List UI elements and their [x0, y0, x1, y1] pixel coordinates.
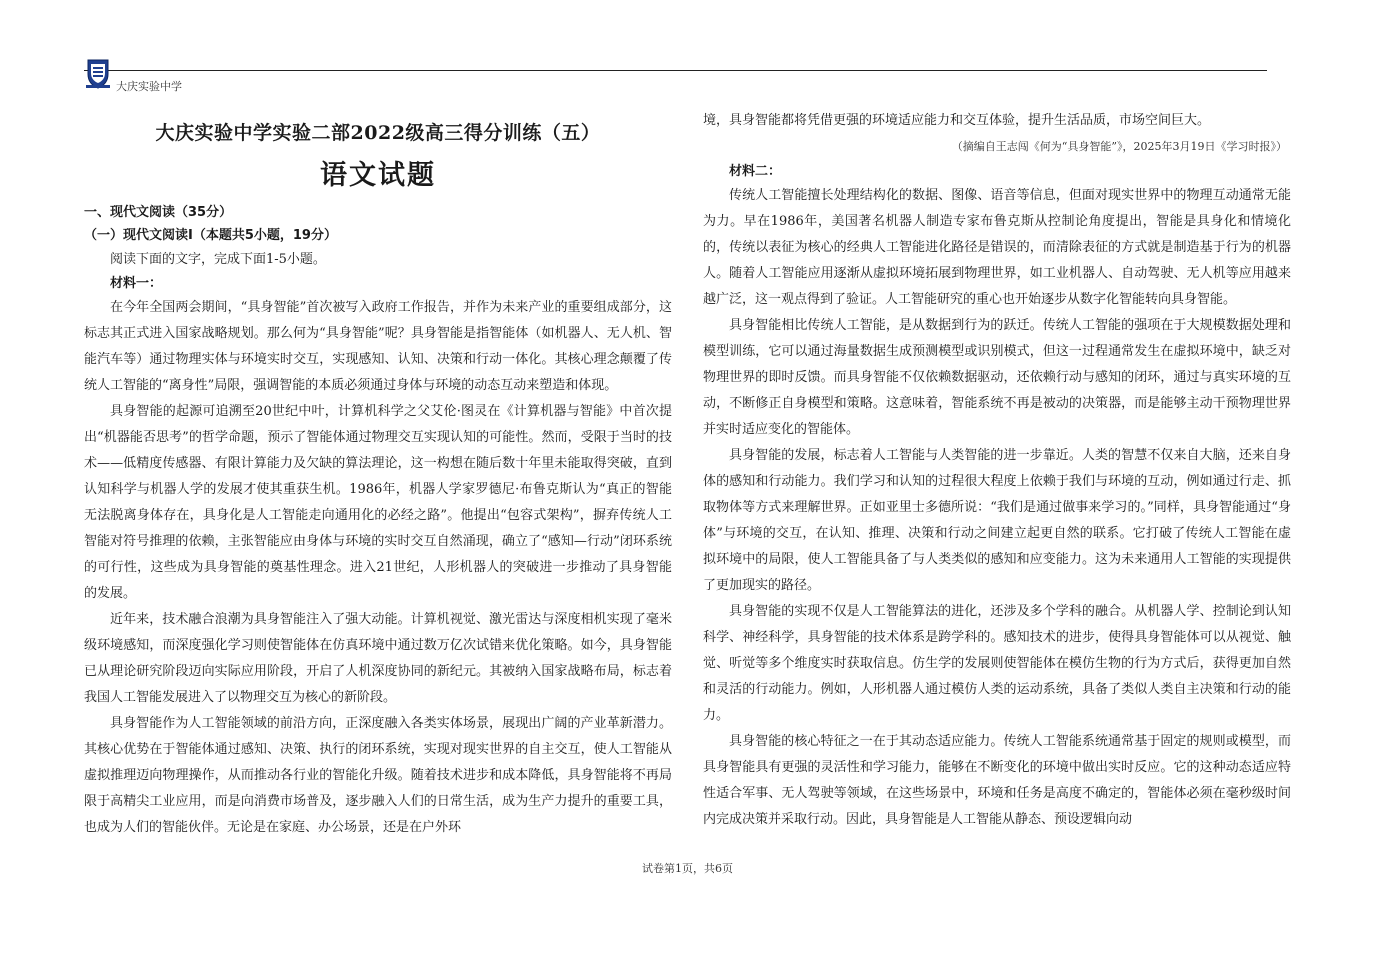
- material1-paragraph: 在今年全国两会期间，“具身智能”首次被写入政府工作报告，并作为未来产业的重要组成部分，这标志其正式进入国家战略规划。那么何为“具身智能”呢？具身智能是指智能体（如机器人、无人机、智能汽车等）通过物理实体与环境实时交互，实现感知、认知、决策和行动一体化。其核心理念颠覆了传统人工智能的“离身性”局限，强调智能的本质必须通过身体与环境的动态互动来塑造和体现。: [84, 300, 672, 393]
- subject-title: 语文试题: [320, 160, 436, 191]
- material1-paragraph: 具身智能的起源可追溯至20世纪中叶，计算机科学之父艾伦·图灵在《计算机器与智能》中首次提出“机器能否思考”的哲学命题，预示了智能体通过物理交互实现认知的可能性。然而，受限于当时的技术——低精度传感器、有限计算能力及欠缺的算法理论，这一构想在随后数十年里未能取得突破，直到认知科学与机器人学的发展才使其重获生机。1986年，机器人学家罗德尼·布鲁克斯认为“真正的智能无法脱离身体存在，具身化是人工智能走向通用化的必经之路”。他提出“包容式架构”，摒弃传统人工智能对符号推理的依赖，主张智能应由身体与环境的实时交互自然涌现，确立了“感知—行动”闭环系统的可行性，这些成为具身智能的奠基性理念。进入21世纪，人形机器人的突破进一步推动了具身智能的发展。: [84, 404, 672, 601]
- header-rule: [84, 70, 1267, 71]
- material2-label: 材料二：: [729, 164, 782, 179]
- exam-title: 大庆实验中学实验二部2022级高三得分训练（五）: [155, 122, 601, 144]
- material2-paragraph: 具身智能的发展，标志着人工智能与人类智能的进一步靠近。人类的智慧不仅来自大脑，还来自身体的感知和行动能力。我们学习和认知的过程很大程度上依赖于我们与环境的互动，例如通过行走、抓取物体等方式来理解世界。正如亚里士多德所说：“我们是通过做事来学习的。”同样，具身智能通过“身体”与环境的交互，在认知、推理、决策和行动之间建立起更自然的联系。它打破了传统人工智能在虚拟环境中的局限，使人工智能具备了与人类类似的感知和应变能力。这为未来通用人工智能的实现提供了更加现实的路径。: [703, 448, 1291, 593]
- right-column: [703, 108, 1291, 833]
- school-name: 大庆实验中学: [116, 80, 182, 93]
- left-column: [84, 112, 672, 841]
- material1-label: 材料一：: [110, 276, 163, 291]
- subsection-heading: （一）现代文阅读Ⅰ（本题共5小题，19分）: [84, 228, 337, 243]
- material2-paragraph: 具身智能的核心特征之一在于其动态适应能力。传统人工智能系统通常基于固定的规则或模型，而具身智能具有更强的灵活性和学习能力，能够在不断变化的环境中做出实时反应。它的这种动态适应特性适合军事、无人驾驶等领域，在这些场景中，环境和任务是高度不确定的，智能体必须在毫秒级时间内完成决策并采取行动。因此，具身智能是人工智能从静态、预设逻辑向动: [703, 734, 1291, 827]
- reading-instruction: 阅读下面的文字，完成下面1-5小题。: [110, 252, 326, 267]
- school-logo-icon: [84, 56, 112, 90]
- material1-paragraph: 近年来，技术融合浪潮为具身智能注入了强大动能。计算机视觉、激光雷达与深度相机实现了毫米级环境感知，而深度强化学习则使智能体在仿真环境中通过数万亿次试错来优化策略。如今，具身智能已从理论研究阶段迈向实际应用阶段，开启了人机深度协同的新纪元。其被纳入国家战略布局，标志着我国人工智能发展进入了以物理交互为核心的新阶段。: [84, 612, 672, 705]
- page-footer: 试卷第1页，共6页: [642, 862, 733, 875]
- material1-paragraph: 具身智能作为人工智能领域的前沿方向，正深度融入各类实体场景，展现出广阔的产业革新潜力。其核心优势在于智能体通过感知、决策、执行的闭环系统，实现对现实世界的自主交互，使人工智能从虚拟推理迈向物理操作，从而推动各行业的智能化升级。随着技术进步和成本降低，具身智能将不再局限于高精尖工业应用，而是向消费市场普及，逐步融入人们的日常生活，成为生产力提升的重要工具，也成为人们的智能伙伴。无论是在家庭、办公场景，还是在户外环: [84, 716, 672, 835]
- source-note: （摘编自王志闯《何为“具身智能”》，2025年3月19日《学习时报》）: [951, 140, 1287, 153]
- material2-paragraph: 具身智能的实现不仅是人工智能算法的进化，还涉及多个学科的融合。从机器人学、控制论到认知科学、神经科学，具身智能的技术体系是跨学科的。感知技术的进步，使得具身智能体可以从视觉、触觉、听觉等多个维度实时获取信息。仿生学的发展则使智能体在模仿生物的行为方式后，获得更加自然和灵活的行动能力。例如，人形机器人通过模仿人类的运动系统，具备了类似人类自主决策和行动的能力。: [703, 604, 1291, 723]
- material2-paragraph: 传统人工智能擅长处理结构化的数据、图像、语音等信息，但面对现实世界中的物理互动通常无能为力。早在1986年，美国著名机器人制造专家布鲁克斯从控制论角度提出，智能是具身化和情境化的，传统以表征为核心的经典人工智能进化路径是错误的，而清除表征的方式就是制造基于行为的机器人。随着人工智能应用逐渐从虚拟环境拓展到物理世界，如工业机器人、自动驾驶、无人机等应用越来越广泛，这一观点得到了验证。人工智能研究的重心也开始逐步从数字化智能转向具身智能。: [703, 188, 1291, 307]
- material2-paragraph: 具身智能相比传统人工智能，是从数据到行为的跃迁。传统人工智能的强项在于大规模数据处理和模型训练，它可以通过海量数据生成预测模型或识别模式，但这一过程通常发生在虚拟环境中，缺乏对物理世界的即时反馈。而具身智能不仅依赖数据驱动，还依赖行动与感知的闭环，通过与真实环境的互动，不断修正自身模型和策略。这意味着，智能系统不再是被动的决策器，而是能够主动干预物理世界并实时适应变化的智能体。: [703, 318, 1291, 437]
- section-heading: 一、现代文阅读（35分）: [84, 205, 233, 220]
- continuation-paragraph: 境，具身智能都将凭借更强的环境适应能力和交互体验，提升生活品质，市场空间巨大。: [703, 113, 1211, 128]
